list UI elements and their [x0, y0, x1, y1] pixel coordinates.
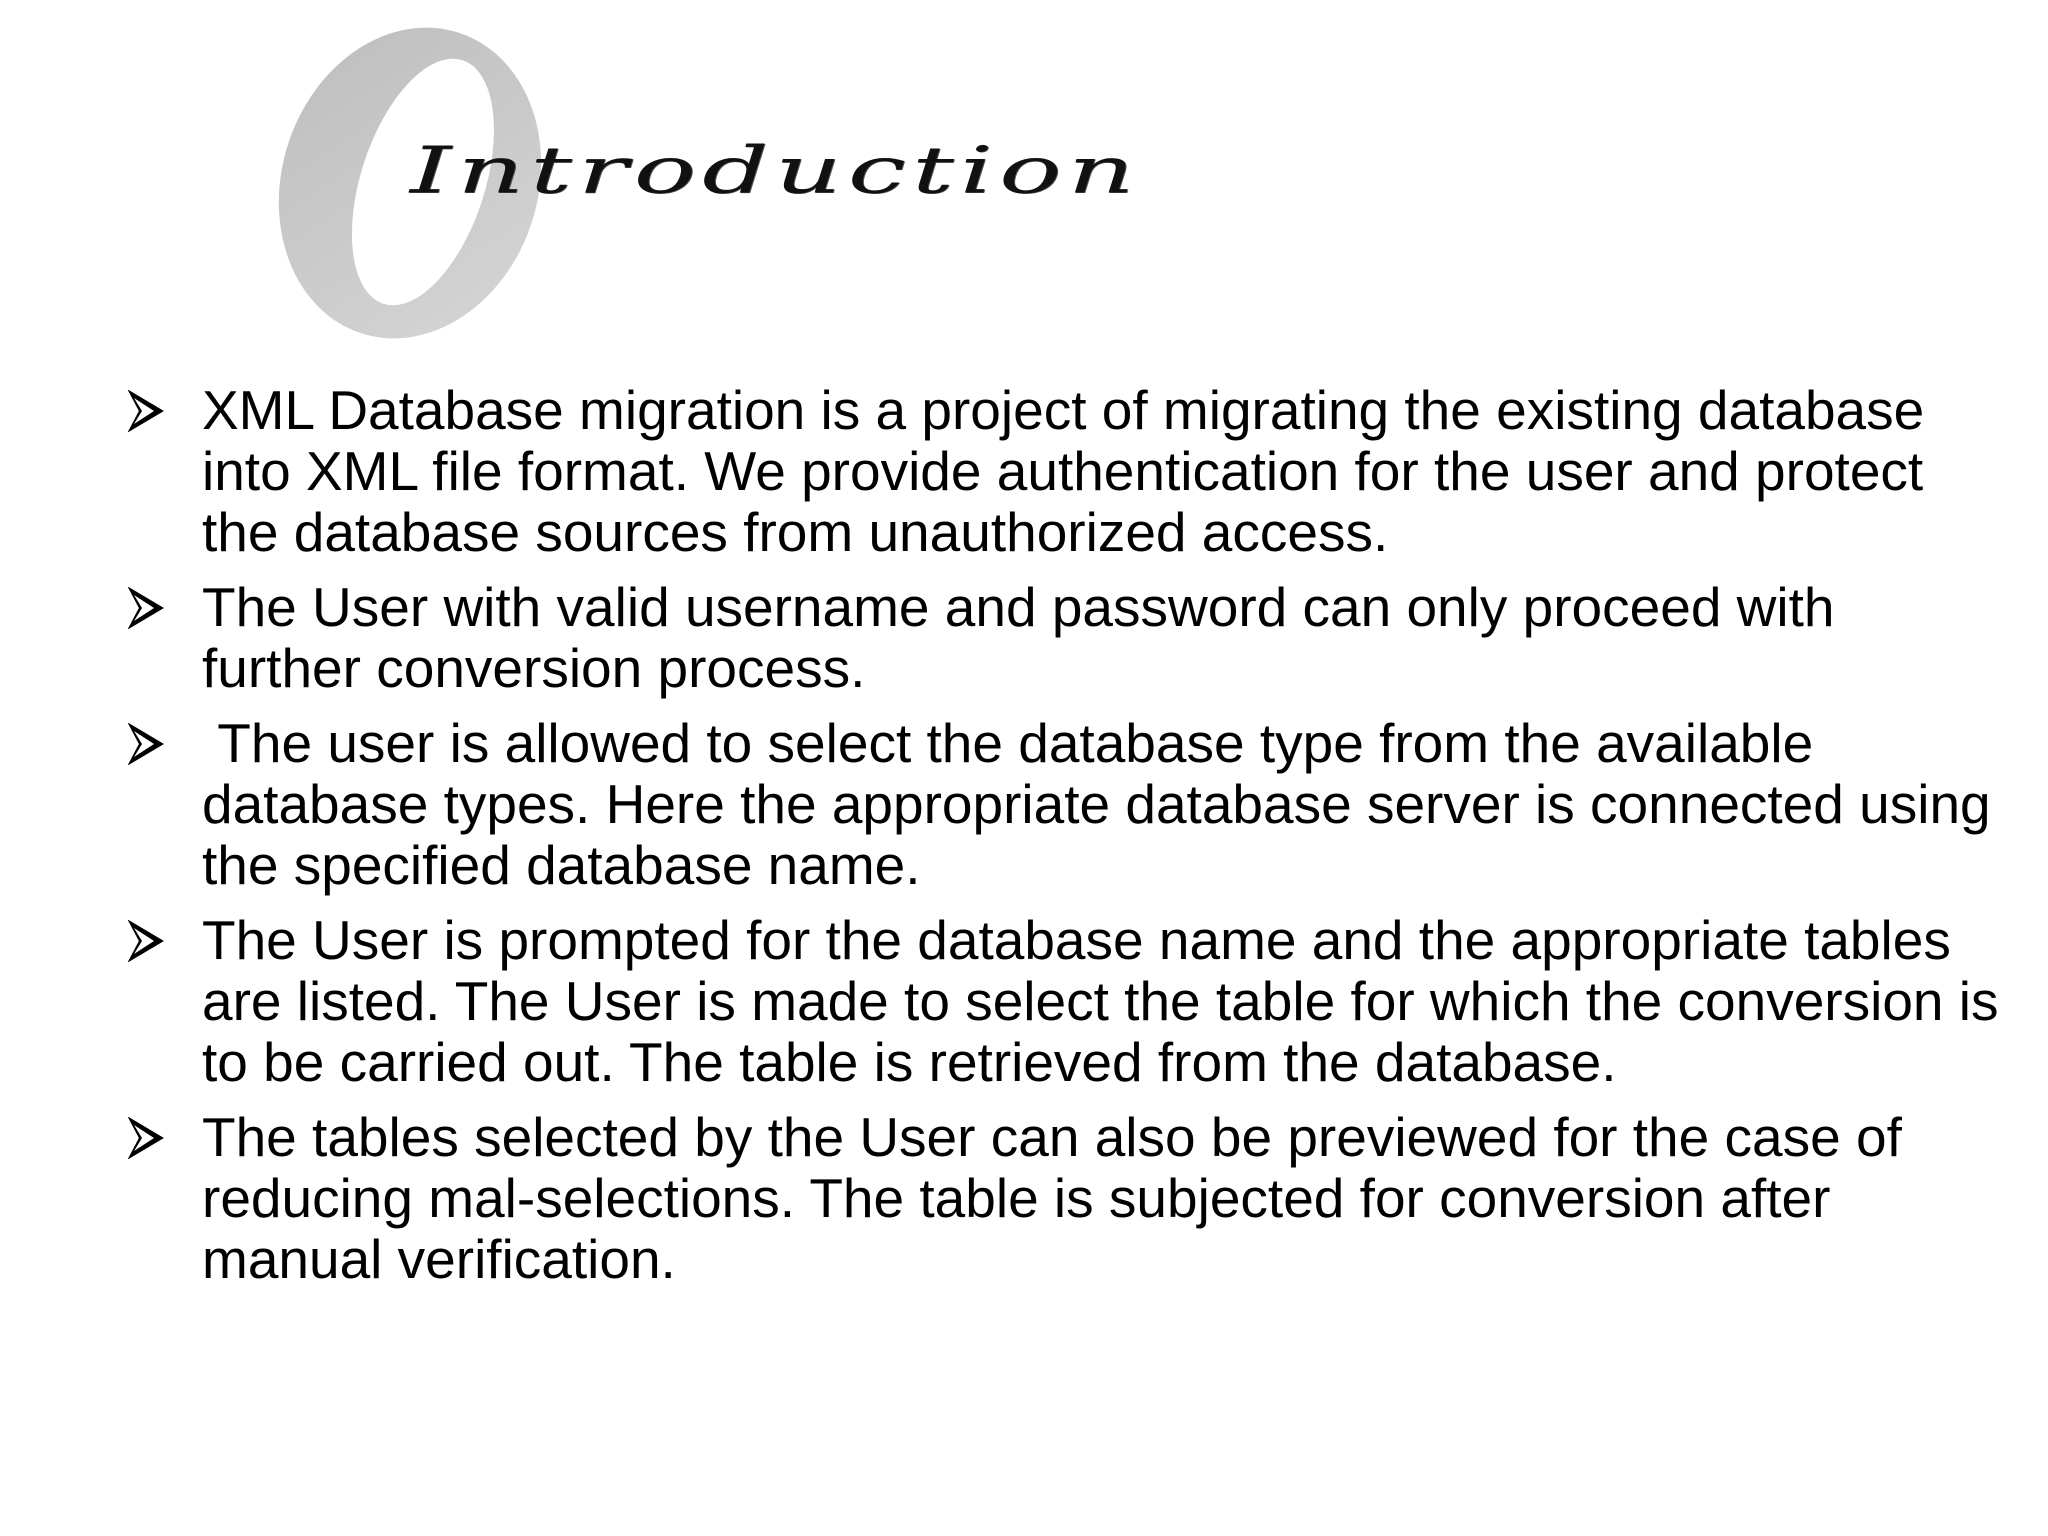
bullet-text: The User with valid username and password can only proceed with further conversion process. — [202, 576, 1835, 699]
arrowhead-bullet-icon — [128, 920, 164, 962]
bullet-text: The User is prompted for the database name and the appropriate tables are listed. The User is made to select the table for which the conversion is to be carried out. The table is retrieved from the database. — [202, 909, 1999, 1093]
list-item — [128, 1107, 2008, 1290]
arrowhead-bullet-icon — [128, 390, 164, 432]
slide-title: Introduction — [410, 132, 1141, 209]
arrowhead-bullet-icon — [128, 587, 164, 629]
arrowhead-bullet-icon — [128, 1117, 164, 1159]
bullet-text: The tables selected by the User can also be previewed for the case of reducing mal-selections. The table is subjected for conversion after manual verification. — [202, 1106, 1902, 1290]
bullet-text: The user is allowed to select the database type from the available database types. Here the appropriate database server is connected using the specified database name. — [202, 712, 2006, 896]
bullet-text: XML Database migration is a project of migrating the existing database into XML file format. We provide authentication for the user and protect the database sources from unauthorized access. — [202, 379, 1925, 563]
list-item — [128, 713, 2008, 896]
bullet-list — [128, 380, 2008, 1304]
list-item — [128, 910, 2008, 1093]
arrowhead-bullet-icon — [128, 723, 164, 765]
list-item — [128, 577, 2008, 699]
list-item — [128, 380, 2008, 563]
